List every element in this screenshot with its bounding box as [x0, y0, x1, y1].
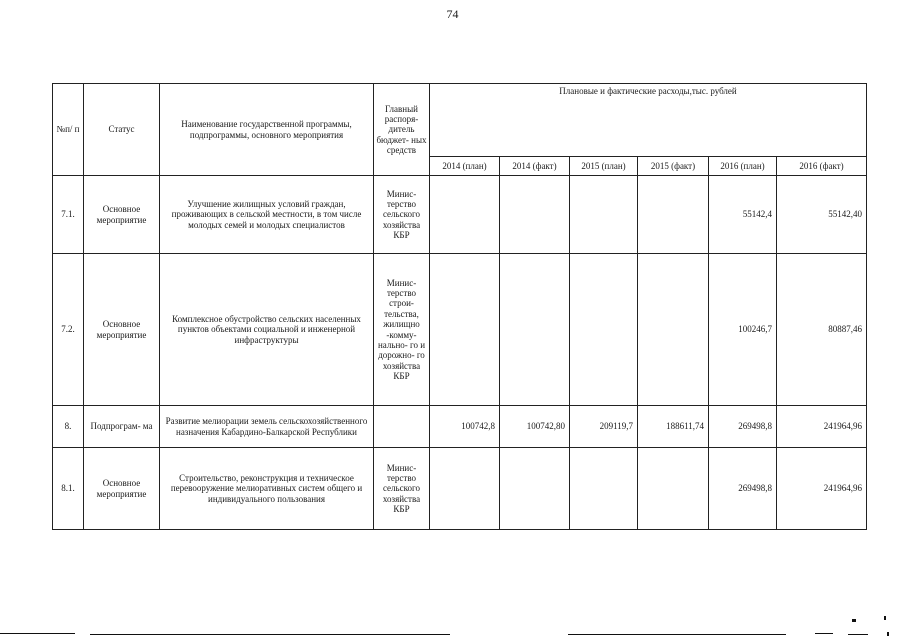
row-manager: Минис- терство сельского хозяйства КБР	[374, 176, 430, 254]
value-cell: 269498,8	[709, 406, 777, 448]
row-manager: Минис- терство сельского хозяйства КБР	[374, 448, 430, 530]
budget-table	[52, 83, 867, 530]
value-cell: 269498,8	[709, 448, 777, 530]
col-header-expenses: Плановые и фактические расходы,тыс. рублей	[430, 84, 867, 157]
value-cell	[500, 176, 570, 254]
footer-rule	[568, 634, 786, 635]
col-header-manager: Главный распоря- дитель бюджет- ных средств	[374, 84, 430, 176]
value-cell: 100742,80	[500, 406, 570, 448]
value-cell: 55142,40	[777, 176, 867, 254]
row-status: Основное мероприятие	[84, 448, 160, 530]
value-cell: 100742,8	[430, 406, 500, 448]
footer-rule	[815, 633, 833, 634]
row-name: Развитие мелиорации земель сельскохозяйственного назначения Кабардино-Балкарской Республики	[160, 406, 374, 448]
row-manager: Минис- терство строи- тельства, жилищно -комму- нально- го и дорожно- го хозяйства КБР	[374, 254, 430, 406]
scan-mark	[852, 619, 856, 622]
col-header-status: Статус	[84, 84, 160, 176]
table-row	[53, 254, 867, 406]
value-cell	[570, 176, 638, 254]
value-cell	[430, 448, 500, 530]
value-cell: 100246,7	[709, 254, 777, 406]
footer-rule	[0, 633, 75, 634]
header-row	[53, 84, 867, 157]
year-header: 2015 (план)	[570, 157, 638, 176]
footer-rule	[848, 634, 868, 635]
value-cell	[500, 254, 570, 406]
table-row	[53, 406, 867, 448]
row-status: Подпрограм- ма	[84, 406, 160, 448]
row-name: Строительство, реконструкция и техническое перевооружение мелиоративных систем общего и индивидуального пользования	[160, 448, 374, 530]
value-cell	[430, 176, 500, 254]
value-cell	[570, 254, 638, 406]
row-manager	[374, 406, 430, 448]
col-header-num: №п/ п	[53, 84, 84, 176]
value-cell	[500, 448, 570, 530]
row-num: 8.	[53, 406, 84, 448]
value-cell: 241964,96	[777, 406, 867, 448]
value-cell	[570, 448, 638, 530]
value-cell	[638, 176, 709, 254]
year-header: 2016 (план)	[709, 157, 777, 176]
row-num: 7.2.	[53, 254, 84, 406]
footer-rule	[90, 634, 450, 635]
value-cell: 209119,7	[570, 406, 638, 448]
row-name: Комплексное обустройство сельских населенных пунктов объектами социальной и инженерной инфраструктуры	[160, 254, 374, 406]
value-cell: 80887,46	[777, 254, 867, 406]
table-row	[53, 176, 867, 254]
year-header: 2014 (факт)	[500, 157, 570, 176]
value-cell: 188611,74	[638, 406, 709, 448]
value-cell	[430, 254, 500, 406]
row-name: Улучшение жилищных условий граждан, проживающих в сельской местности, в том числе молодых семей и молодых специалистов	[160, 176, 374, 254]
year-header: 2016 (факт)	[777, 157, 867, 176]
value-cell	[638, 448, 709, 530]
scan-mark	[887, 632, 889, 636]
table-row	[53, 448, 867, 530]
row-num: 8.1.	[53, 448, 84, 530]
row-num: 7.1.	[53, 176, 84, 254]
year-header: 2014 (план)	[430, 157, 500, 176]
page-number: 74	[446, 7, 459, 21]
value-cell	[638, 254, 709, 406]
row-status: Основное мероприятие	[84, 176, 160, 254]
value-cell: 55142,4	[709, 176, 777, 254]
value-cell: 241964,96	[777, 448, 867, 530]
scan-mark	[884, 616, 886, 620]
row-status: Основное мероприятие	[84, 254, 160, 406]
col-header-name: Наименование государственной программы, подпрограммы, основного мероприятия	[160, 84, 374, 176]
year-header: 2015 (факт)	[638, 157, 709, 176]
